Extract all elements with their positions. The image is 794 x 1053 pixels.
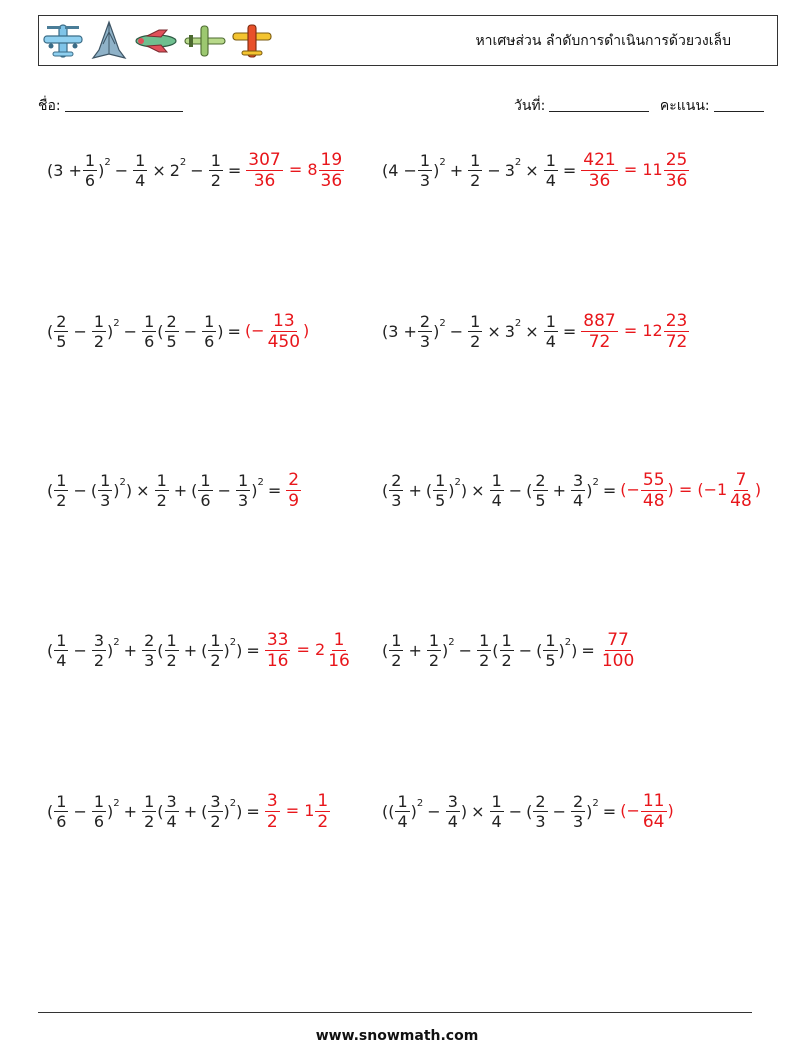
header-icons	[41, 19, 273, 63]
score-label: คะแนน:	[659, 98, 710, 114]
problem-1: (3 + $\frac{1}{6}$ ) 2 − $\frac{1}{4}$ × 2 2 − $\frac{1}{2}$ = $\frac{307}{36}$ = 8 $\frac{19}{36}$	[47, 142, 345, 198]
airplane-red-icon	[133, 24, 179, 58]
answer-8: $\frac{77}{100}$	[601, 629, 635, 671]
date-score-field	[514, 95, 764, 117]
name-label: ชื่อ:	[38, 98, 61, 114]
problem-7: ( $\frac{1}{4}$ − $\frac{3}{2}$ ) 2 + $\frac{2}{3}$ ( $\frac{1}{2}$ + ( $\frac{1}{2}$ ) 2 ) = $\frac{33}{16}$ = 2 $\frac{1}{16}$	[47, 622, 353, 678]
name-field	[38, 95, 183, 117]
problem-4: (3 + $\frac{2}{3}$ ) 2 − $\frac{1}{2}$ × 3 2 × $\frac{1}{4}$ = $\frac{887}{72}$ = 12 $\frac{23}{72}$	[382, 303, 690, 359]
problem-9: ( $\frac{1}{6}$ − $\frac{1}{6}$ ) 2 + $\frac{1}{2}$ ( $\frac{3}{4}$ + ( $\frac{3}{2}$ ) 2 ) = $\frac{3}{2}$ = 1 $\frac{1}{2}$	[47, 783, 331, 839]
footer-divider	[38, 1012, 752, 1013]
answer-7: $\frac{33}{16}$ = 2 $\frac{1}{16}$	[266, 629, 350, 671]
worksheet-title: หาเศษส่วน ลำดับการดำเนินการด้วยวงเล็บ	[475, 33, 731, 49]
airplane-yellow-icon	[231, 21, 273, 61]
problem-6: ( $\frac{2}{3}$ + ( $\frac{1}{5}$ ) 2 ) × $\frac{1}{4}$ − ( $\frac{2}{5}$ + $\frac{3}{4}$ ) 2 = (− $\frac{55}{48}$ ) = (−1 $\frac{7}{48}$ )	[382, 469, 762, 511]
answer-4: $\frac{887}{72}$ = 12 $\frac{23}{72}$	[583, 310, 688, 352]
problem-10: (( $\frac{1}{4}$ ) 2 − $\frac{3}{4}$ ) × $\frac{1}{4}$ − ( $\frac{2}{3}$ − $\frac{2}{3}$ ) 2 = (− $\frac{11}{64}$ )	[382, 790, 674, 832]
answer-1: $\frac{307}{36}$ = 8 $\frac{19}{36}$	[248, 149, 343, 191]
jet-grey-icon	[89, 20, 129, 62]
score-blank[interactable]	[714, 96, 764, 112]
date-label: วันที่:	[514, 98, 546, 114]
date-blank[interactable]	[549, 96, 649, 112]
answer-2: $\frac{421}{36}$ = 11 $\frac{25}{36}$	[583, 149, 688, 191]
answer-5: $\frac{2}{9}$	[288, 469, 300, 511]
answer-6: (− $\frac{55}{48}$ ) = (−1 $\frac{7}{48}$ )	[620, 469, 762, 511]
header-box	[38, 15, 778, 66]
airplane-green-icon	[183, 23, 227, 59]
problem-3: ( $\frac{2}{5}$ − $\frac{1}{2}$ ) 2 − $\frac{1}{6}$ ( $\frac{2}{5}$ − $\frac{1}{6}$ ) = (− $\frac{13}{450}$ )	[47, 310, 310, 352]
airplane-blue-icon	[41, 21, 85, 61]
footer-url[interactable]: www.snowmath.com	[315, 1028, 479, 1044]
answer-9: $\frac{3}{2}$ = 1 $\frac{1}{2}$	[266, 790, 329, 832]
problem-8: ( $\frac{1}{2}$ + $\frac{1}{2}$ ) 2 − $\frac{1}{2}$ ( $\frac{1}{2}$ − ( $\frac{1}{5}$ ) 2 ) = $\frac{77}{100}$	[382, 622, 637, 678]
problem-5: ( $\frac{1}{2}$ − ( $\frac{1}{3}$ ) 2 ) × $\frac{1}{2}$ + ( $\frac{1}{6}$ − $\frac{1}{3}$ ) 2 = $\frac{2}{9}$	[47, 462, 302, 518]
answer-3: (− $\frac{13}{450}$ )	[244, 310, 310, 352]
answer-10: (− $\frac{11}{64}$ )	[620, 790, 674, 832]
problem-2: (4 − $\frac{1}{3}$ ) 2 + $\frac{1}{2}$ − 3 2 × $\frac{1}{4}$ = $\frac{421}{36}$ = 11 $\frac{25}{36}$	[382, 142, 690, 198]
name-blank[interactable]	[65, 96, 183, 112]
